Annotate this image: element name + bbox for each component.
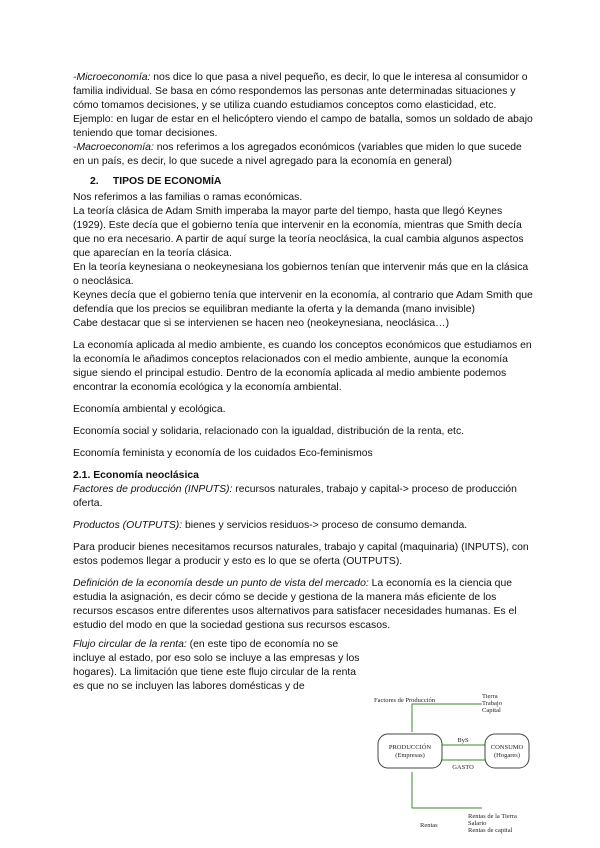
consumo-label: CONSUMO <box>490 744 524 751</box>
factores-paragraph <box>73 483 533 511</box>
flujo-text: (en este tipo de economía no se incluye al estado, por eso solo se incluye a las empresas y los hogares). La limitación que tiene este flujo circular de la renta es que no se incluyen las labores domésticas y de <box>73 639 360 692</box>
micro-paragraph <box>73 71 533 141</box>
produccion-sub: (Empresas) <box>395 752 425 759</box>
rentas-item-capital: Rentas de capital <box>468 827 513 834</box>
consumo-box <box>485 734 529 768</box>
applied-economy-paragraph: La economía aplicada al medio ambiente, es cuando los conceptos económicos que estudiamos en la economía le añadimos conceptos relacionados con el medio ambiente, aunque la economía sigue siendo el principal estudio. Dentro de la economía aplicada al medio ambiente podemos encontrar la economía ecológica y la economía ambiental. <box>73 340 532 393</box>
flujo-term: Flujo circular de la renta: <box>73 639 187 650</box>
section-2-line-0: Nos referimos a las familias o ramas económicas. <box>73 192 303 203</box>
macro-paragraph <box>73 141 533 169</box>
bys-label: ByS <box>457 737 469 744</box>
section-2-line-1: La teoría clásica de Adam Smith imperaba la mayor parte del tiempo, hasta que llegó Keynes (1929). Este decía que el gobierno tenía que intervenir en la economía, mientras que Smith decía que no era necesario. A partir de aquí surge la teoría neoclásica, la cual cambia algunos aspectos que aparecían en la teoría clásica. <box>73 206 524 259</box>
section-2-line-3: Keynes decía que el gobierno tenía que intervenir en la economía, al contrario que Adam Smith que defendía que los precios se equilibran mediante la oferta y la demanda (mano invisible) <box>73 290 533 315</box>
section-2-line-4: Cabe destacar que si se intervienen se hacen neo (neokeynesiana, neoclásica…) <box>73 318 450 329</box>
productos-term: Productos (OUTPUTS): <box>73 520 183 531</box>
factores-text: recursos naturales, trabajo y capital-> proceso de producción oferta. <box>73 484 517 509</box>
gasto-label: GASTO <box>452 764 474 771</box>
section-2-title: TIPOS DE ECONOMÍA <box>112 176 222 187</box>
definicion-text: La economía es la ciencia que estudia la asignación, es decir cómo se decide y gestiona de la manera más eficiente de los recursos escasos entre diferentes usos alternativos para satisfacer necesidades humanas. Es el estudio del modo en que la sociedad gestiona sus recursos escasos. <box>73 578 517 631</box>
section-2-line-2: En la teoría keynesiana o neokeynesiana los gobiernos tenían que intervenir más que en la clásica o neoclásica. <box>73 262 529 287</box>
micro-text: nos dice lo que pasa a nivel pequeño, es decir, lo que le interesa al consumidor o familia individual. Se basa en cómo respondemos las personas ante determinadas situaciones y cómo tomamos decisiones, y se utiliza cuando estudiamos conceptos como elasticidad, etc. Ejemplo: en lugar de estar en el helicóptero viendo el campo de batalla, somos un soldado de abajo teniendo que tomar decisiones. <box>73 72 533 139</box>
type-item: Economía feminista y economía de los cuidados Eco-feminismos <box>73 448 373 459</box>
factores-label: Factores de Producción <box>374 697 436 704</box>
type-item: Economía ambiental y ecológica. <box>73 404 226 415</box>
productos-paragraph <box>73 519 533 533</box>
producir-paragraph: Para producir bienes necesitamos recursos naturales, trabajo y capital (maquinaria) (INPUTS), con estos podemos llegar a producir y esto es lo que se oferta (OUTPUTS). <box>73 542 529 567</box>
consumo-sub: (Hogares) <box>494 752 520 759</box>
section-2-heading <box>90 175 533 189</box>
document-page <box>73 71 533 694</box>
factores-item-capital: Capital <box>482 707 501 714</box>
factores-flow-line <box>412 704 482 732</box>
macro-text: nos referimos a los agregados económicos (variables que miden lo que sucede en un país, es decir, lo que sucede a nivel agregado para la economía en general) <box>73 142 522 167</box>
type-item: Economía social y solidaria, relacionado con la igualdad, distribución de la renta, etc. <box>73 426 465 437</box>
factores-item-tierra: Tierra <box>482 693 498 700</box>
circular-flow-diagram <box>370 690 530 840</box>
micro-term: -Microeconomía: <box>73 72 151 83</box>
rentas-label: Rentas <box>420 822 438 829</box>
macro-term: -Macroeconomía: <box>73 142 154 153</box>
rentas-item-salario: Salario <box>468 820 487 827</box>
produccion-box <box>378 734 442 768</box>
flujo-paragraph <box>73 638 363 694</box>
factores-term: Factores de producción (INPUTS): <box>73 484 233 495</box>
factores-item-trabajo: Trabajo <box>482 700 502 707</box>
section-2-1-heading: 2.1. Economía neoclásica <box>73 470 199 481</box>
produccion-label: PRODUCCIÓN <box>388 744 432 751</box>
definicion-paragraph <box>73 577 533 633</box>
definicion-term: Definición de la economía desde un punto de vista del mercado: <box>73 578 369 589</box>
section-2-number: 2. <box>90 176 99 187</box>
rentas-item-tierra: Rentas de la Tierra <box>468 813 517 820</box>
rentas-flow-line <box>412 772 482 808</box>
productos-text: bienes y servicios residuos-> proceso de consumo demanda. <box>182 520 468 531</box>
